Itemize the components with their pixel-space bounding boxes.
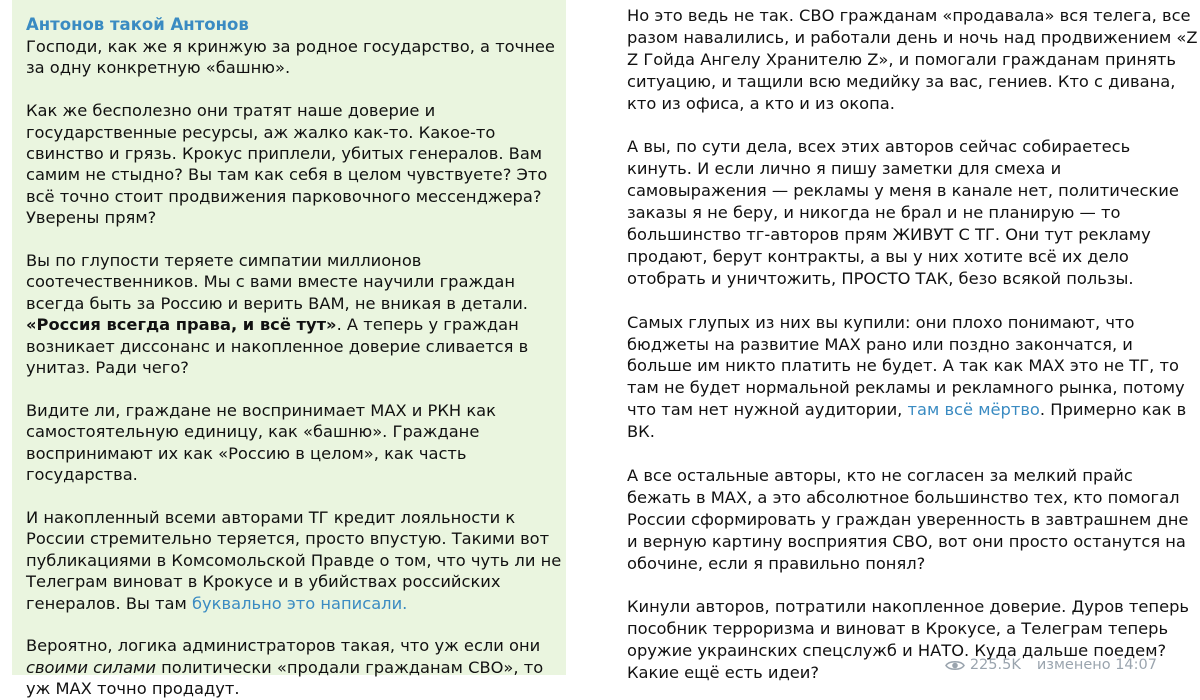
- paragraph: Господи, как же я кринжую за родное государство, а точнее за одну конкретную «башню».: [26, 37, 555, 78]
- paragraph: [627, 312, 1200, 443]
- text-span: . Примерно как в ВК.: [627, 400, 1187, 442]
- left-message-bubble: [12, 0, 566, 699]
- paragraph: А вы, по сути дела, всех этих авторов сейчас собираетесь кинуть. И если лично я пишу заметки для смеха и самовыражения — рекламы у меня в канале нет, политические заказы я не беру, и никогда не брал и не планирую — то большинство тг-авторов прям ЖИВУТ С ТГ. Они тут рекламу продают, берут контракты, а вы у них хотите всё их дело отобрать и уничтожить, ПРОСТО ТАК, безо всякой пользы.: [627, 137, 1179, 288]
- text-span: Самых глупых из них вы купили: они плохо понимают, что бюджеты на развитие MAX рано или поздно закончатся, и больше им никто платить не будет. А так как MAX это не ТГ, то там не будет нормальной рекламы и рекламного рынка, потому что там нет нужной аудитории,: [627, 312, 1185, 420]
- inline-link-dead[interactable]: там всё мёртво: [907, 400, 1040, 420]
- edited-timestamp: изменено 14:07: [1036, 657, 1157, 673]
- view-count: 225.5K: [969, 657, 1021, 673]
- text-span: политически «продали гражданам СВО», то уж MAX точно продадут.: [26, 657, 544, 699]
- italic-text: своими силами: [26, 657, 156, 677]
- paragraph: Как же бесполезно они тратят наше доверие и государственные ресурсы, аж жалко как-то. Какое-то свинство и грязь. Крокус приплели, убитых генералов. Вам самим не стыдно? Вы там как себя в целом чувствуете? Это всё точно стоит продвижения парковочного мессенджера? Уверены прям?: [26, 101, 548, 228]
- message-text-right: [627, 5, 1200, 684]
- paragraph: Но это ведь не так. СВО гражданам «продавала» вся телега, все разом навалились, и работали день и ночь над продвижением «Z Z Гойда Ангелу Хранителю Z», и помогали гражданам принять ситуацию, и тащили всю медийку за вас, гениев. Кто с дивана, кто из офиса, а кто и из окопа.: [627, 6, 1198, 113]
- inline-link-kp[interactable]: буквально это написали.: [191, 593, 408, 613]
- text-span: Вы по глупости теряете симпатии миллионов соотечественников. Мы с вами вместе научили граждан всегда быть за Россию и верить ВАМ, не вникая в детали.: [26, 251, 528, 313]
- right-message-bubble: [614, 0, 1200, 683]
- paragraph: А все остальные авторы, кто не согласен за мелкий прайс бежать в MAX, а это абсолютное большинство тех, кто помогал России сформировать у граждан уверенность в завтрашнем дне и верную картину восприятия СВО, вот они просто останутся на обочине, если я правильно понял?: [627, 465, 1189, 573]
- text-span: . А теперь у граждан возникает диссонанс и накопленное доверие сливается в унитаз. Ради чего?: [26, 315, 529, 378]
- message-meta: [945, 657, 1157, 673]
- text-span: Вероятно, логика администраторов такая, что уж если они: [26, 636, 541, 656]
- paragraph: [26, 507, 566, 614]
- channel-title[interactable]: Антонов такой Антонов: [26, 15, 249, 34]
- text-span: И накопленный всеми авторами ТГ кредит лояльности к России стремительно теряется, просто впустую. Такими вот публикациями в Комсомольской Правде о том, что чуть ли не Телеграм виноват в Крокусе и в убийствах российских генералов. Вы там: [26, 507, 562, 613]
- paragraph: [26, 635, 566, 699]
- bold-quote: «Россия всегда права, и всё тут»: [26, 315, 337, 335]
- paragraph: [26, 250, 566, 378]
- paragraph: Кинули авторов, потратили накопленное доверие. Дуров теперь пособник терроризма и виноват в Крокусе, а Телеграм теперь оружие украинских спецслужб и НАТО. Куда дальше поедем? Какие ещё есть идеи?: [627, 597, 1190, 683]
- eye-icon: [945, 659, 965, 672]
- paragraph: Видите ли, граждане не воспринимает MAX и РКН как самостоятельную единицу, как «башню». Граждане воспринимают их как «Россию в целом», как часть государства.: [26, 400, 496, 485]
- message-text-left: [26, 36, 566, 700]
